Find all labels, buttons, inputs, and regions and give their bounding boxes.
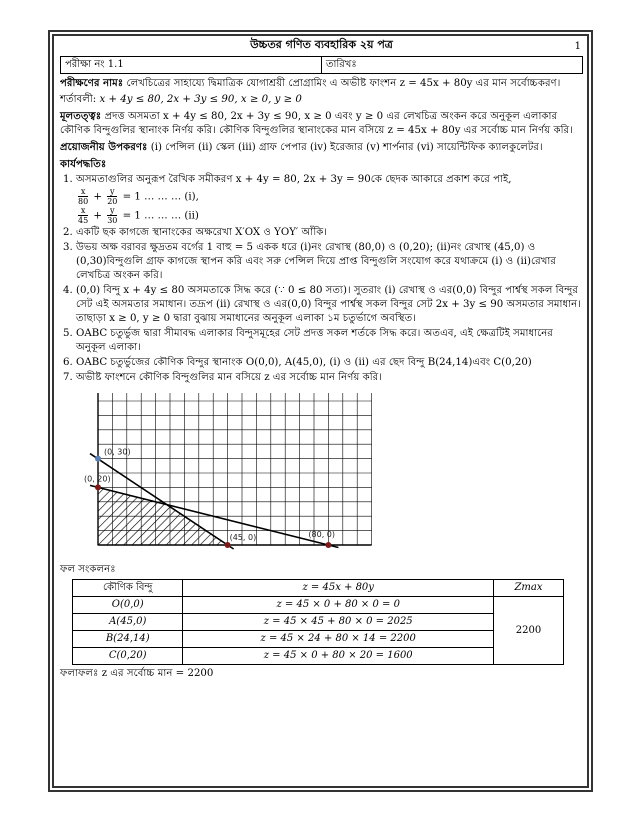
materials-text: (i) পেন্সিল (ii) স্কেল (iii) গ্রাফ পেপার (iv) ইরেজার (v) শার্পনার (vi) সায়েন্টিফিক ক্যালকুলেটর। [150,142,543,153]
header-objective: z = 45x + 80y [183,580,494,597]
fraction-y-1: $\frac{y}{20}$ [107,187,118,206]
header-zmax: Zmax [493,580,563,597]
page-title: উচ্চতর গণিত ব্যবহারিক ২য় পত্র [250,38,393,51]
step-3: 3. উভয় অক্ষ বরাবর ক্ষুদ্রতম বর্গের 1 বাহু = 5 একক ধরে (i)নং রেখাস্থ (80,0) ও (0,20); (ii)নং রেখাস্থ (45,0) ও (0,30)বিন্দুগুলি গ্রাফ কাগজে স্থাপন করি এবং সরু পেন্সিল দিয়ে প্রাপ্ত বিন্দুগুলি সংযোগ করে যথাক্রমে (i) ও (ii)রেখার লেখচিত্র অংকন করি। [76,241,583,283]
intercept-eq-1: $\frac{x}{80}$ + $\frac{y}{20}$ = 1 … … … (i), [78,187,199,206]
intercept-eq-2: $\frac{x}{45}$ + $\frac{y}{30}$ = 1 … … … (ii) [78,206,199,225]
theory-text: প্রদত্ত অসমতা x + 4y ≤ 80, 2x + 3y ≤ 90, x ≥ 0 এবং y ≥ 0 এর লেখচিত্র অংকন করে অনুকূল এলাকার কৌণিক বিন্দুগুলির স্থানাংক নির্ণয় করি। কৌণিক বিন্দুগুলির স্থানাংকের মান বসিয়ে z = 45x + 80y এর সর্বোচ্চ মান নির্ণয় করি। [60,111,573,136]
fraction-x-2: $\frac{x}{45}$ [78,206,89,225]
experiment-name [60,76,583,91]
graph-point [95,456,101,462]
results-label: ফল সংকলনঃ [60,564,116,575]
exam-number: পরীক্ষা নং 1.1 [65,59,124,70]
fraction-x-1: $\frac{x}{80}$ [78,187,89,206]
results-table [72,579,564,665]
step-2: 2. একটি ছক কাগজে স্থানাংকের অক্ষরেখা X′OX ও YOY′ আঁকি। [76,226,583,240]
theory-label: মূলতত্ত্বঃ [60,110,102,122]
meta-row [60,56,583,74]
table-row: C(0,20) z = 45 × 0 + 80 × 20 = 1600 [73,648,564,665]
theory [60,109,583,138]
date-label: তারিখঃ [321,57,582,73]
rhs-1: = 1 … … … (i), [122,191,199,203]
fraction-y-2: $\frac{y}{30}$ [107,206,118,225]
header [60,38,583,56]
step-4: 4. (0,0) বিন্দু x + 4y ≤ 80 অসমতাকে সিদ্ধ করে (∵ 0 ≤ 80 সত্য)। সুতরাং (i) রেখাস্থ ও এর(0,0) বিন্দুর পার্শ্বস্থ সকল বিন্দুর সেট এই অসমতার সমাধান। তদ্রূপ (ii) রেখাস্থ ও এর(0,0) বিন্দুর পার্শ্বস্থ সকল বিন্দুর সেট 2x + 3y ≤ 90 অসমতার সমাধান। তাছাড়া x ≥ 0, y ≥ 0 দ্বারা বুঝায় সমাধানের অনুকূল এলাকা ১ম চতুর্ভাগে অবস্থিত। [76,284,583,326]
constraints-text: x + 4y ≤ 80, 2x + 3y ≤ 90, x ≥ 0, y ≥ 0 [99,94,302,105]
materials [60,140,583,155]
zmax-value: 2200 [493,597,563,665]
graph-point-label: (80, 0) [308,530,336,539]
graph-point [225,542,231,548]
table-row: B(24,14) z = 45 × 24 + 80 × 14 = 2200 [73,631,564,648]
graph-figure [84,389,384,557]
procedure-steps [60,173,583,385]
materials-label: প্রয়োজনীয় উপকরণঃ [60,141,148,153]
graph-point-label: (0, 20) [84,474,111,484]
graph-point-label: (45, 0) [229,533,257,542]
constraints-label: শর্তাবলী: [60,94,97,105]
graph [84,389,384,557]
rhs-2: = 1 … … … (ii) [122,210,199,222]
step-1 [76,173,583,225]
table-row: A(45,0) z = 45 × 45 + 80 × 0 = 2025 [73,614,564,631]
step-6: 6. OABC চতুর্ভুজের কৌণিক বিন্দুর স্থানাংক O(0,0), A(45,0), (i) ও (ii) এর ছেদ বিন্দু B(24,14)এবং C(0,20) [76,356,583,370]
name-text: লেখচিত্রের সাহায্যে দ্বিমাত্রিক যোগাশ্রয়ী প্রোগ্রামিং এ অভীষ্ট ফাংশন z = 45x + 80y এর মান সর্বোচ্চকরণ। [126,78,561,89]
name-label: পরীক্ষণের নামঃ [60,77,124,89]
conclusion: ফলাফলঃ z এর সর্বোচ্চ মান = 2200 [60,668,214,679]
graph-point [95,484,101,490]
step-7: 7. অভীষ্ট ফাংশনে কৌণিক বিন্দুগুলির মান বসিয়ে z এর সর্বোচ্চ মান নির্ণয় করি। [76,371,583,385]
table-header-row [73,580,564,597]
procedure-label: কার্যপদ্ধতিঃ [60,158,107,170]
step-1-text: অসমতাগুলির অনুরূপ রৈখিক সমীকরণ x + 4y = 80, 2x + 3y = 90কে ছেদক আকারে প্রকাশ করে পাই, [76,174,512,185]
document-body [60,38,583,683]
header-corner-point: কৌণিক বিন্দু [73,580,183,597]
page-number: 1 [574,41,581,52]
step-5: 5. OABC চতুর্ভুজ দ্বারা সীমাবদ্ধ এলাকার বিন্দুসমূহের সেট প্রদত্ত সকল শর্তকে সিদ্ধ করে। অতএব, এই ক্ষেত্রটিই সমাধানের অনুকূল এলাকা। [76,327,583,355]
table-row: O(0,0) z = 45 × 0 + 80 × 0 = 0 2200 [73,597,564,614]
constraints [60,93,583,107]
graph-point-label: (0, 30) [104,447,131,457]
graph-point [325,542,331,548]
